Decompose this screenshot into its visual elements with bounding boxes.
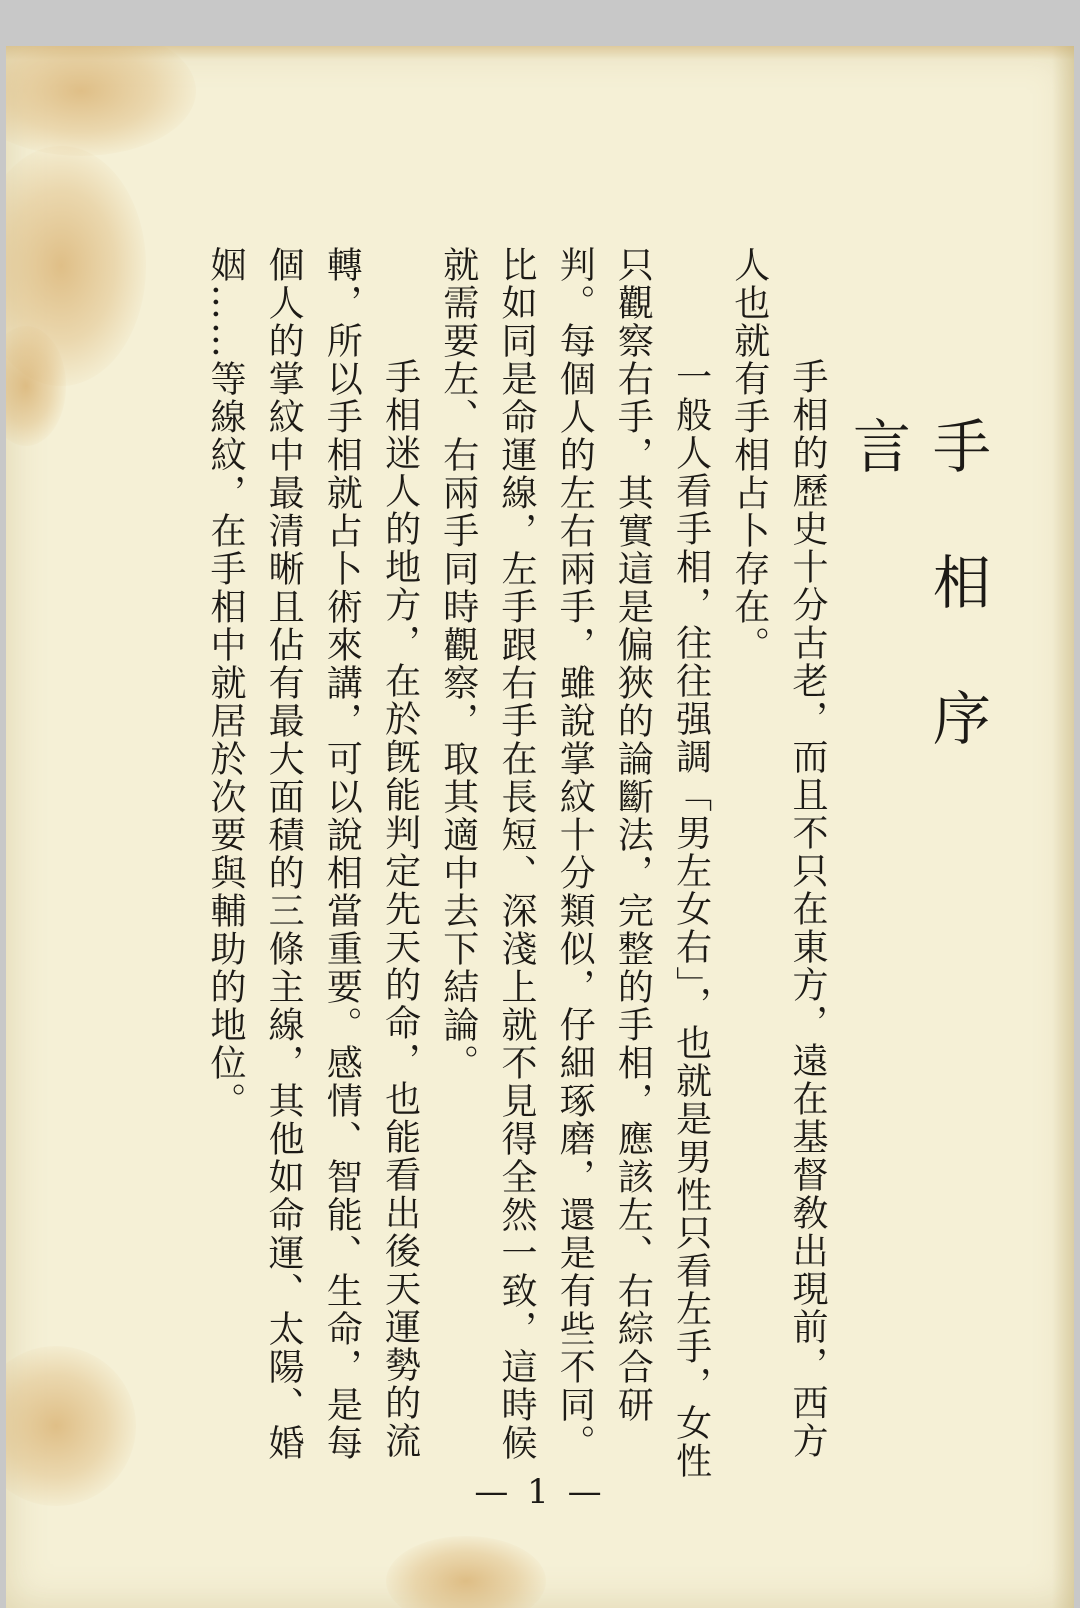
stain-left-mid — [6, 326, 66, 446]
stain-top-left — [6, 46, 196, 156]
body-text — [136, 246, 836, 1486]
page-number: — 1 — — [474, 1472, 606, 1512]
paragraph-2: 一般人看手相，往往强調「男左女右」，也就是男性只看左手，女性只觀察右手，其實這是偏狹的論斷法，完整的手相，應該左、右綜合研判。每個人的左右兩手，雖說掌紋十分類似，仔細琢磨，還是有些不同。比如同是命運線，左手跟右手在長短、深淺上就不見得全然一致，這時候就需要左、右兩手同時觀察，取其適中去下結論。 — [437, 246, 712, 1480]
stain-bottom — [386, 1536, 546, 1608]
page-top-edge — [6, 46, 1074, 60]
page-title: 手相序言 — [842, 416, 991, 824]
book-page — [6, 46, 1074, 1608]
page-right-edge — [1052, 46, 1074, 1608]
stain-left-upper — [6, 146, 146, 386]
paragraph-3: 手相迷人的地方，在於旣能判定先天的命，也能看出後天運勢的流轉，所以手相就占卜術來講，可以說相當重要。感情、智能、生命，是每個人的掌紋中最清晰且佔有最大面積的三條主線，其他如命運、太陽、婚姻……等線紋，在手相中就居於次要與輔助的地位。 — [204, 246, 421, 1462]
paragraph-1: 手相的歷史十分古老，而且不只在東方，遠在基督敎出現前，西方人也就有手相占卜存在。 — [728, 246, 828, 1460]
